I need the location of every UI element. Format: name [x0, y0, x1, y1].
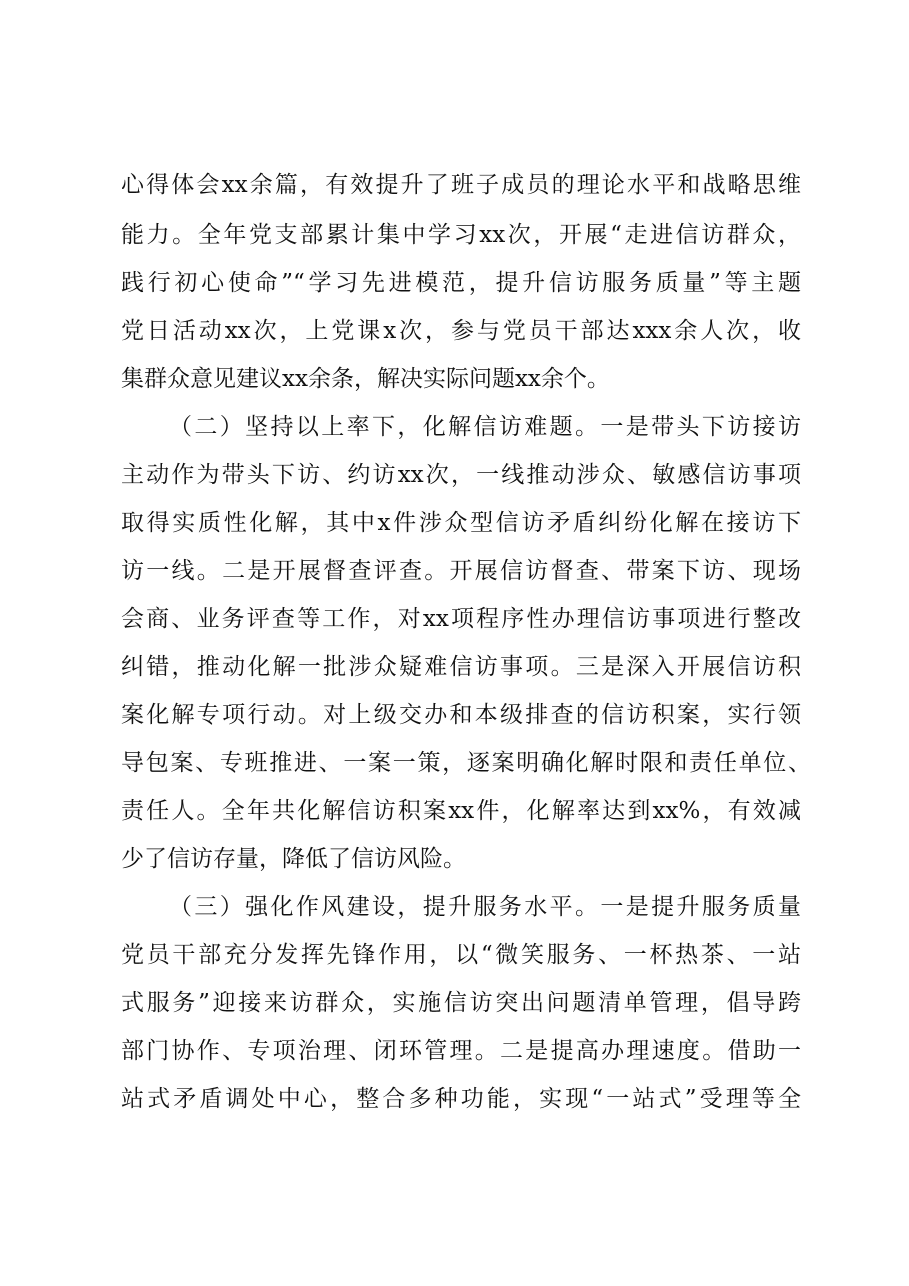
text-line: 站式矛盾调处中心，整合多种功能，实现“一站式”受理等全	[121, 1086, 801, 1112]
text-line: 心得体会xx余篇，有效提升了班子成员的理论水平和战略思维	[121, 172, 801, 198]
text-line: 少了信访存量，降低了信访风险。	[121, 846, 466, 872]
text-line: 案化解专项行动。对上级交办和本级排查的信访积案，实行领	[121, 702, 801, 728]
text-line: 纠错，推动化解一批涉众疑难信访事项。三是深入开展信访积	[121, 654, 801, 680]
text-line: 能力。全年党支部累计集中学习xx次，开展“走进信访群众，	[121, 222, 801, 248]
text-line: 会商、业务评查等工作，对xx项程序性办理信访事项进行整改	[121, 606, 801, 632]
text-line: 主动作为带头下访、约访xx次，一线推动涉众、敏感信访事项	[121, 462, 801, 488]
section-heading-line: （二）坚持以上率下，化解信访难题。一是带头下访接访	[169, 414, 801, 440]
text-line: 导包案、专班推进、一案一策，逐案明确化解时限和责任单位、	[121, 750, 811, 776]
text-line: 党日活动xx次，上党课x次，参与党员干部达xxx余人次，收	[121, 318, 801, 344]
text-line: 集群众意见建议xx余条，解决实际问题xx余个。	[121, 366, 610, 392]
text-line: 访一线。二是开展督查评查。开展信访督查、带案下访、现场	[121, 558, 801, 584]
text-line: 践行初心使命”“学习先进模范，提升信访服务质量”等主题	[121, 270, 801, 296]
text-line: 式服务”迎接来访群众，实施信访突出问题清单管理，倡导跨	[121, 990, 801, 1016]
text-line: 责任人。全年共化解信访积案xx件，化解率达到xx%，有效减	[121, 798, 801, 824]
text-line: 部门协作、专项治理、闭环管理。二是提高办理速度。借助一	[121, 1038, 801, 1064]
section-heading-line: （三）强化作风建设，提升服务水平。一是提升服务质量	[169, 894, 801, 920]
text-line: 取得实质性化解，其中x件涉众型信访矛盾纠纷化解在接访下	[121, 510, 801, 536]
text-line: 党员干部充分发挥先锋作用，以“微笑服务、一杯热茶、一站	[121, 942, 801, 968]
